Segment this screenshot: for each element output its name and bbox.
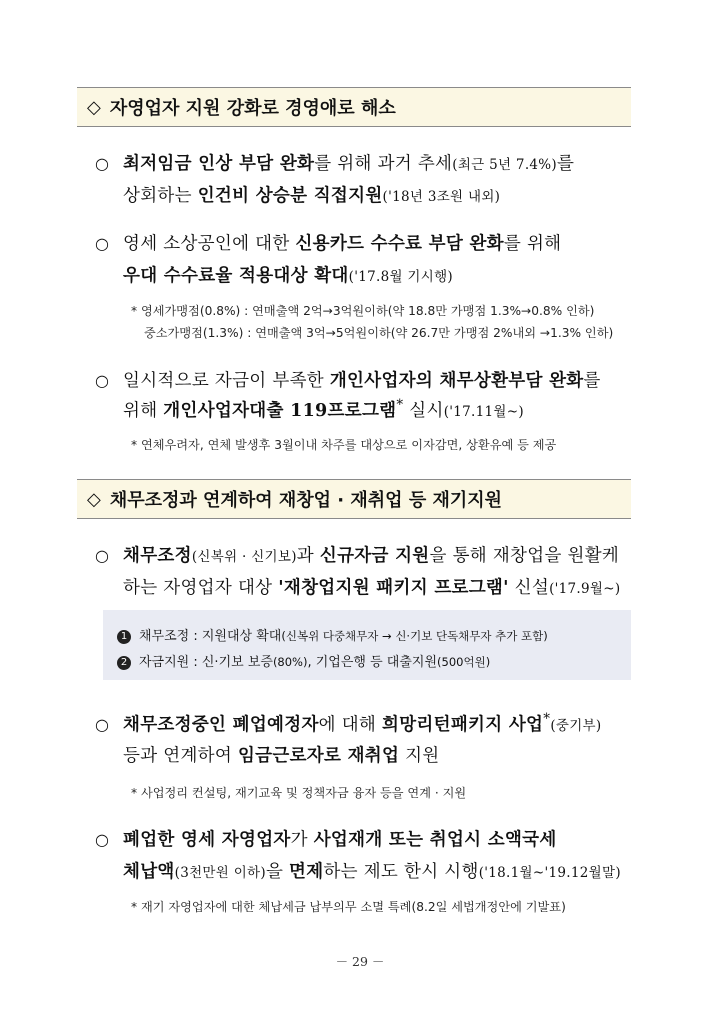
bullet-circle-icon: ○: [95, 830, 109, 849]
number-2-icon: 2: [117, 656, 131, 670]
s1-b1-line2: 상회하는 인건비 상승분 직접지원('18년 3조원 내외): [123, 186, 501, 206]
diamond-icon: ◇: [87, 488, 101, 510]
s2-b2-line1: 채무조정중인 폐업예정자에 대해 희망리턴패키지 사업*(중기부): [123, 711, 602, 735]
s1-b2-line1: 영세 소상공인에 대한 신용카드 수수료 부담 완화를 위해: [123, 234, 562, 254]
s1-b3-line1: 일시적으로 자금이 부족한 개인사업자의 채무상환부담 완화를: [123, 371, 601, 391]
s2-b1-line2: 하는 자영업자 대상 '재창업지원 패키지 프로그램' 신설('17.9월~): [123, 578, 621, 598]
footnote: * 연체우려자, 연체 발생후 3월이내 차주를 대상으로 이자감면, 상환유예 등 제공: [131, 438, 557, 452]
box-row-1: 1 채무조정 : 지원대상 확대(신복위 다중채무자 → 신·기보 단독채무자 추가 포함): [117, 625, 548, 644]
box-row-2: 2 자금지원 : 신·기보 보증(80%), 기업은행 등 대출지원(500억원): [117, 651, 490, 670]
s1-b1-line1: 최저임금 인상 부담 완화를 위해 과거 추세(최근 5년 7.4%)를: [123, 154, 575, 174]
s1-b3-line2: 위해 개인사업자대출 119프로그램* 실시('17.11월~): [123, 397, 524, 421]
bullet-circle-icon: ○: [95, 546, 109, 565]
number-1-icon: 1: [117, 630, 131, 644]
footnote: * 사업정리 컨설팅, 재기교육 및 정책자금 융자 등을 연계 · 지원: [131, 786, 467, 800]
section-header-2-title: 채무조정과 연계하여 재창업 · 재취업 등 재기지원: [109, 490, 503, 511]
program-detail-box: [103, 610, 631, 680]
bullet-circle-icon: ○: [95, 715, 109, 734]
bullet-circle-icon: ○: [95, 234, 109, 253]
page-number: － 29 －: [335, 954, 385, 969]
diamond-icon: ◇: [87, 96, 101, 118]
s2-b3-line2: 체납액(3천만원 이하)을 면제하는 제도 한시 시행('18.1월~'19.12월말): [123, 862, 621, 882]
footnote: 중소가맹점(1.3%) : 연매출액 3억→5억원이하(약 26.7만 가맹점 2%내외 →1.3% 인하): [144, 326, 614, 340]
bullet-circle-icon: ○: [95, 154, 109, 173]
footnote: * 영세가맹점(0.8%) : 연매출액 2억→3억원이하(약 18.8만 가맹점 1.3%→0.8% 인하): [131, 304, 595, 318]
section-header-2: [77, 479, 631, 519]
s2-b2-line2: 등과 연계하여 임금근로자로 재취업 지원: [123, 746, 440, 766]
bullet-circle-icon: ○: [95, 371, 109, 390]
footnote: * 재기 자영업자에 대한 체납세금 납부의무 소멸 특례(8.2일 세법개정안에 기발표): [131, 900, 566, 914]
section-header-1: [77, 87, 631, 127]
section-header-1-title: 자영업자 지원 강화로 경영애로 해소: [109, 98, 396, 119]
s2-b1-line1: 채무조정(신복위 · 신기보)과 신규자금 지원을 통해 재창업을 원활케: [123, 546, 620, 566]
s1-b2-line2: 우대 수수료율 적용대상 확대('17.8월 기시행): [123, 266, 453, 286]
s2-b3-line1: 폐업한 영세 자영업자가 사업재개 또는 취업시 소액국세: [123, 830, 557, 850]
